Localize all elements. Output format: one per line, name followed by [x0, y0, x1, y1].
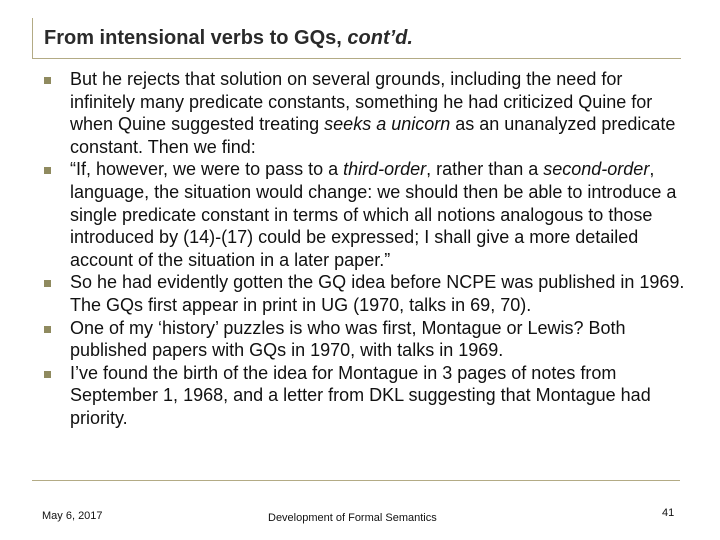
bullet-item-5: [40, 362, 690, 430]
square-bullet-icon: [44, 77, 51, 84]
page-number: 41: [662, 507, 675, 519]
square-bullet-icon: [44, 371, 51, 378]
bullet-italic: third-order: [343, 159, 427, 180]
bullet-text: One of my ‘history’ puzzles is who was first, Montague or Lewis? Both published papers with GQs in 1970, with talks in 1969.: [70, 317, 626, 361]
footer-title: Development of Formal Semantics: [268, 512, 437, 524]
bullet-item-2: [40, 158, 690, 271]
slide-title-italic: cont’d.: [347, 27, 413, 49]
bullet-italic: second-order: [543, 159, 650, 180]
slide-title: [44, 27, 413, 50]
bullet-text: So he had evidently gotten the GQ idea before NCPE was published in 1969. The GQs first appear in print in UG (1970, talks in 69, 70).: [70, 272, 685, 315]
bullet-italic: seeks a unicorn: [324, 114, 451, 135]
bullet-list: [40, 68, 690, 430]
square-bullet-icon: [44, 326, 51, 333]
bullet-item-3: [40, 271, 690, 316]
footer-divider: [32, 480, 680, 481]
bullet-text: , rather than a: [426, 159, 544, 180]
bullet-text: , language, the situation would change: we should then be able to introduce a single predicate constant in terms of which all notions analogous to those introduced by (14)-(17) could be expressed; I shall give a more detailed account of the situation in a later paper.”: [70, 159, 677, 270]
slide-title-main: From intensional verbs to GQs,: [44, 27, 348, 49]
bullet-text: But he rejects that solution on several grounds, including the need for infinitely many predicate constants, something he had criticized Quine for when Quine suggested treating: [70, 69, 653, 135]
bullet-text: I’ve found the birth of the idea for Montague in 3 pages of notes from September 1, 1968, and a letter from DKL suggesting that Montague had priority.: [70, 362, 651, 428]
bullet-text: “If, however, we were to pass to a: [70, 159, 344, 180]
bullet-item-4: [40, 317, 690, 362]
square-bullet-icon: [44, 280, 51, 287]
bullet-text: as an unanalyzed predicate constant. Then we find:: [70, 114, 676, 157]
square-bullet-icon: [44, 167, 51, 174]
footer-date: May 6, 2017: [42, 510, 103, 522]
bullet-item-1: [40, 68, 690, 158]
